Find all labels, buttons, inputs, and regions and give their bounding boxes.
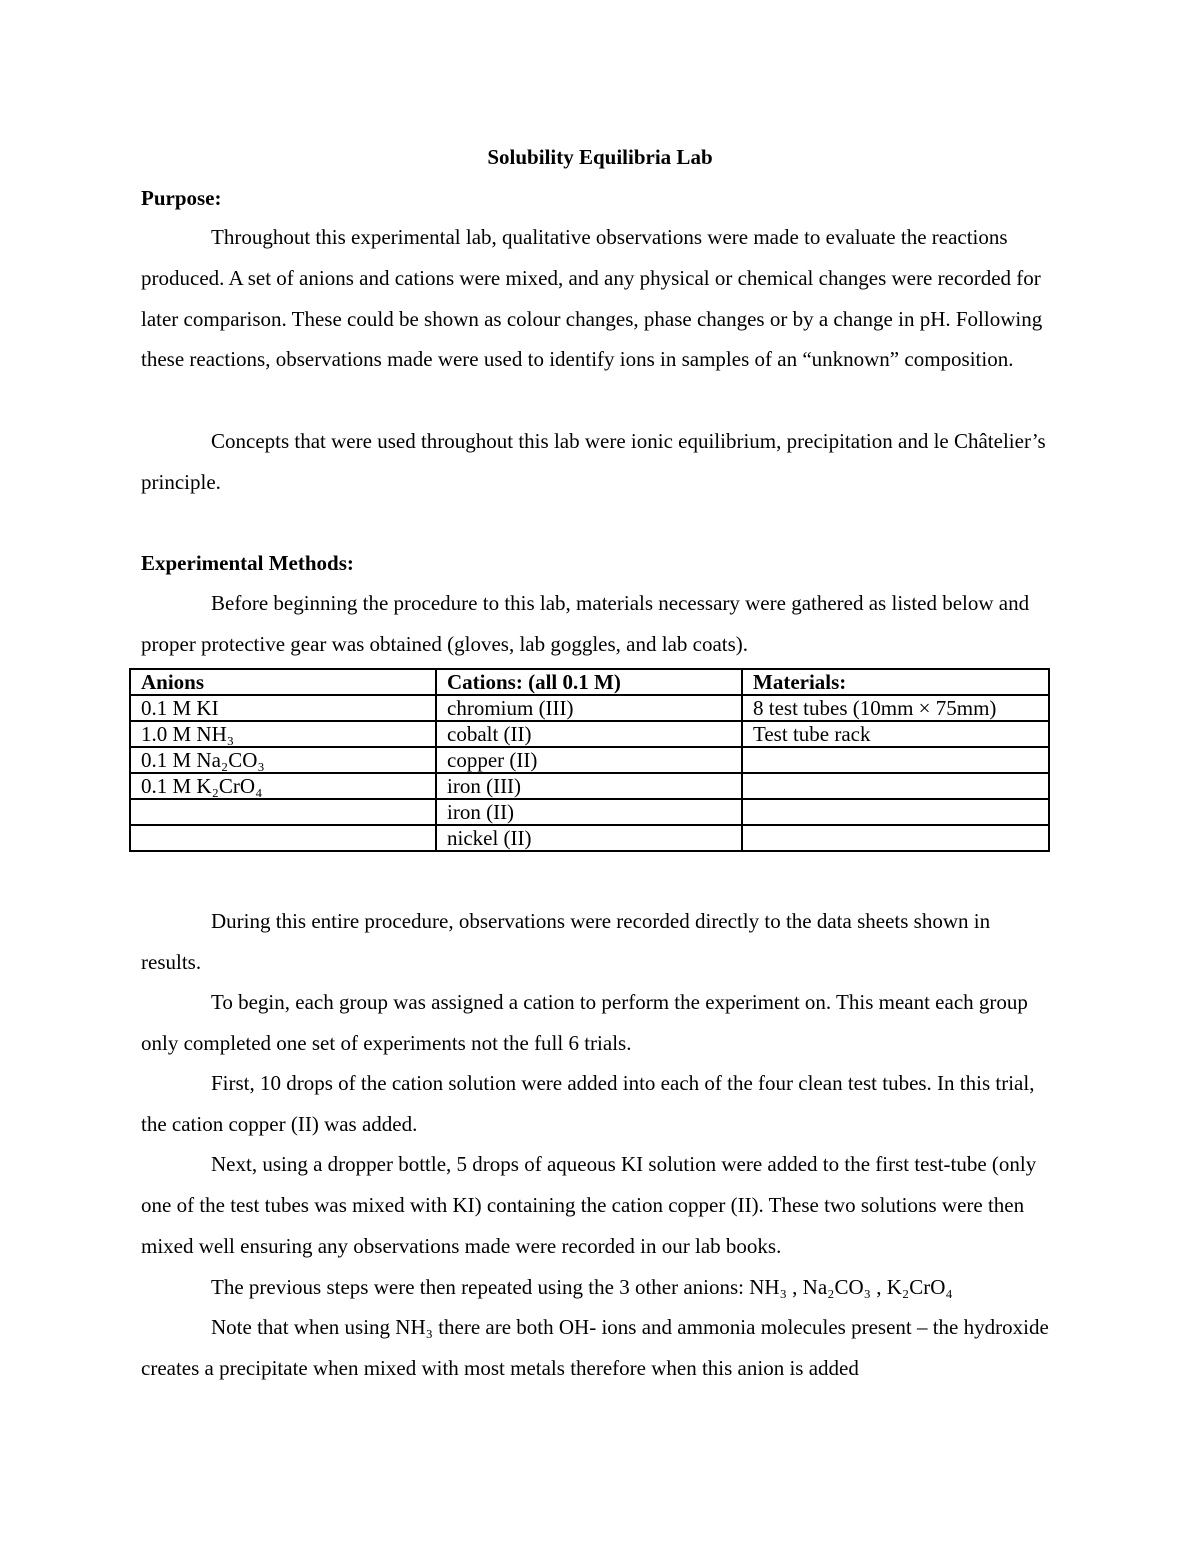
header-materials: Materials: — [742, 669, 1049, 695]
note-paragraph-text: Note that when using NH₃ there are both OH- ions and ammonia molecules present – the hydroxide creates a precipitate when mixed with most metals therefore when this anion is added — [141, 1315, 1049, 1380]
purpose-paragraph-1-text: Throughout this experimental lab, qualitative observations were made to evaluate the reactions produced. A set of anions and cations were mixed, and any physical or chemical changes were recorded for later comparison. These could be shown as colour changes, phase changes or by a change in pH. Following these reactions, observations made were used to identify ions in samples of an “unknown” composition. — [141, 225, 1043, 372]
table-cell — [742, 799, 1049, 825]
table-cell: nickel (II) — [436, 825, 742, 851]
table-cell — [130, 799, 436, 825]
methods-heading: Experimental Methods: — [141, 551, 354, 575]
table-header-row — [130, 669, 1049, 695]
table-cell: 0.1 M K₂CrO₄ — [130, 773, 436, 799]
table-cell: 0.1 M Na₂CO₃ — [130, 747, 436, 773]
previous-steps-paragraph-text: The previous steps were then repeated using the 3 other anions: NH₃ , Na₂CO₃ , K₂CrO₄ — [211, 1275, 953, 1299]
table-cell: copper (II) — [436, 747, 742, 773]
first-paragraph-text: First, 10 drops of the cation solution were added into each of the four clean test tubes. In this trial, the cation copper (II) was added. — [141, 1071, 1035, 1136]
purpose-heading: Purpose: — [141, 186, 222, 210]
table-cell: Test tube rack — [742, 721, 1049, 747]
table-row — [130, 799, 1049, 825]
materials-table — [129, 668, 1050, 852]
header-anions: Anions — [130, 669, 436, 695]
previous-steps-paragraph — [141, 1267, 1051, 1308]
table-row — [130, 747, 1049, 773]
begin-paragraph-text: To begin, each group was assigned a cation to perform the experiment on. This meant each group only completed one set of experiments not the full 6 trials. — [141, 990, 1028, 1055]
table-cell — [742, 825, 1049, 851]
table-cell: 1.0 M NH₃ — [130, 721, 436, 747]
table-cell: iron (II) — [436, 799, 742, 825]
methods-paragraph-1 — [141, 583, 1051, 665]
methods-paragraph-1-text: Before beginning the procedure to this lab, materials necessary were gathered as listed below and proper protective gear was obtained (gloves, lab goggles, and lab coats). — [141, 591, 1030, 656]
next-paragraph — [141, 1144, 1051, 1266]
begin-paragraph — [141, 982, 1051, 1064]
first-paragraph — [141, 1063, 1051, 1145]
table-cell: iron (III) — [436, 773, 742, 799]
note-paragraph — [141, 1307, 1051, 1389]
purpose-paragraph-2 — [141, 421, 1051, 503]
during-paragraph — [141, 901, 1051, 983]
header-cations: Cations: (all 0.1 M) — [436, 669, 742, 695]
purpose-paragraph-2-text: Concepts that were used throughout this lab were ionic equilibrium, precipitation and le Châtelier’s principle. — [141, 429, 1046, 494]
table-cell: chromium (III) — [436, 695, 742, 721]
table-cell: 8 test tubes (10mm × 75mm) — [742, 695, 1049, 721]
table-row — [130, 825, 1049, 851]
during-paragraph-text: During this entire procedure, observations were recorded directly to the data sheets shown in results. — [141, 909, 991, 974]
table-row — [130, 695, 1049, 721]
table-cell: 0.1 M KI — [130, 695, 436, 721]
table-cell — [742, 773, 1049, 799]
table-row — [130, 721, 1049, 747]
next-paragraph-text: Next, using a dropper bottle, 5 drops of aqueous KI solution were added to the first test-tube (only one of the test tubes was mixed with KI) containing the cation copper (II). These two solutions were then mixed well ensuring any observations made were recorded in our lab books. — [141, 1152, 1037, 1258]
table-cell — [742, 747, 1049, 773]
table-cell — [130, 825, 436, 851]
document-title: Solubility Equilibria Lab — [487, 145, 713, 169]
table-cell: cobalt (II) — [436, 721, 742, 747]
purpose-paragraph-1 — [141, 217, 1051, 380]
table-row — [130, 773, 1049, 799]
